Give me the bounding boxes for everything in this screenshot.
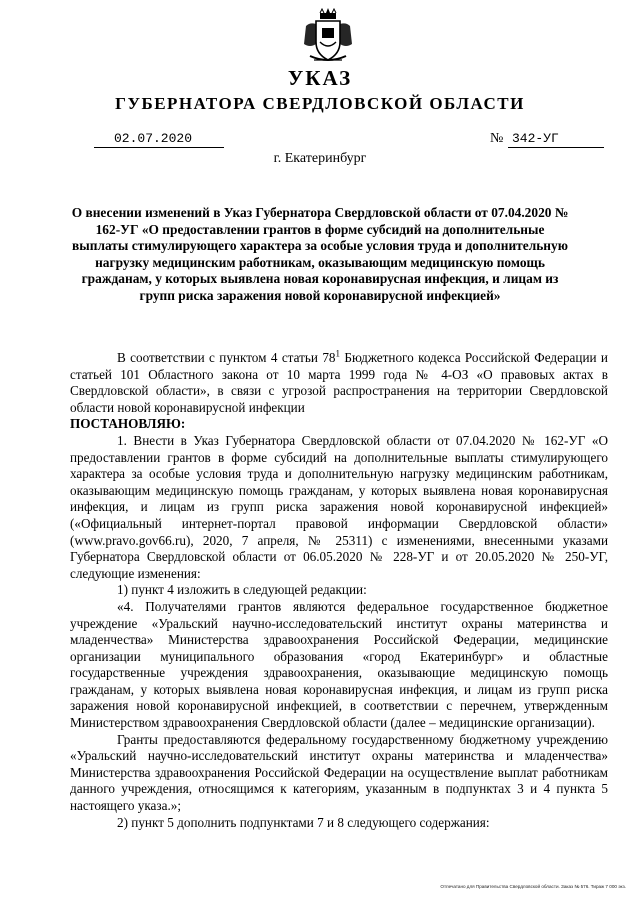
decree-heading: О внесении изменений в Указ Губернатора Свердловской области от 07.04.2020 № 162-УГ «О предоставлении грантов в форме субсидий на дополнительные выплаты стимулирующего характера за особые условия труда и дополнительную нагрузку медицинским работникам, оказывающим медицинскую помощь гражданам, у которых выявлена новая коронавирусная инфекция, и лицам из групп риска заражения новой коронавирусной инфекцией»: [71, 205, 569, 303]
decree-date: 02.07.2020: [114, 131, 193, 146]
number-underline: [508, 147, 604, 148]
paragraph-preamble: В соответствии с пунктом 4 статьи $78^1$ Бюджетного кодекса Российской Федерации и статьей 101 Областного закона от 10 марта 1999 года № 4-ОЗ «О правовых актах в Свердловской области», в связи с угрозой распространения на территории Свердловской области новой коронавирусной инфекции: [70, 348, 608, 415]
print-footer: Отпечатано для Правительства Свердловской области. Заказ № 576. Тираж 7 000 экз.: [440, 884, 626, 889]
city: г. Екатеринбург: [273, 151, 367, 166]
date-underline: [94, 147, 224, 148]
number-label: №: [490, 131, 504, 146]
paragraph-item-4: «4. Получателями грантов являются федеральное государственное бюджетное учреждение «Уральский научно-исследовательский институт охраны материнства и младенчества» Министерства здравоохранения Российской Федерации, медицинские организации муниципального образования «город Екатеринбург» и областные государственные учреждения здравоохранения, оказывающие медицинскую помощь гражданам, у которых выявлена новая коронавирусная инфекция, и лицам из групп риска заражения новой коронавирусной инфекцией, в соответствии с перечнем, утвержденным Министерством здравоохранения Свердловской области (далее – медицинские организации).: [70, 598, 608, 731]
paragraph-grants: Гранты предоставляются федеральному государственному бюджетному учреждению «Уральский научно-исследовательский институт охраны материнства и младенчества» Министерства здравоохранения Российской Федерации на осуществление выплат работникам данного учреждения, относящимся к категориям, указанным в подпунктах 3 и 4 пункта 5 настоящего указа.»;: [70, 731, 608, 814]
paragraph-1: 1. Внести в Указ Губернатора Свердловской области от 07.04.2020 № 162-УГ «О предоставлении грантов в форме субсидий на дополнительные выплаты стимулирующего характера за особые условия труда и дополнительную нагрузку медицинским работникам, оказывающим медицинскую помощь гражданам, у которых выявлена новая коронавирусная инфекция, и лицам из групп риска заражения новой коронавирусной инфекцией» («Официальный интернет-портал правовой информации Свердловской области» (www.pravo.gov66.ru), 2020, 7 апреля, № 25311) с изменениями, внесенными указами Губернатора Свердловской области от 06.05.2020 № 228-УГ и от 20.05.2020 № 250-УГ, следующие изменения:: [70, 432, 608, 581]
superscript: 1: [335, 348, 341, 359]
decree-subtitle: ГУБЕРНАТОРА СВЕРДЛОВСКОЙ ОБЛАСТИ: [115, 94, 525, 113]
decree-word: ПОСТАНОВЛЯЮ:: [70, 416, 186, 432]
coat-of-arms-icon: [296, 4, 360, 68]
decree-title: УКАЗ: [287, 66, 353, 90]
decree-number: 342-УГ: [512, 131, 559, 146]
paragraph-subitem-2: 2) пункт 5 дополнить подпунктами 7 и 8 следующего содержания:: [117, 814, 490, 830]
paragraph-subitem-1: 1) пункт 4 изложить в следующей редакции:: [117, 582, 367, 598]
decree-body: [70, 350, 608, 831]
